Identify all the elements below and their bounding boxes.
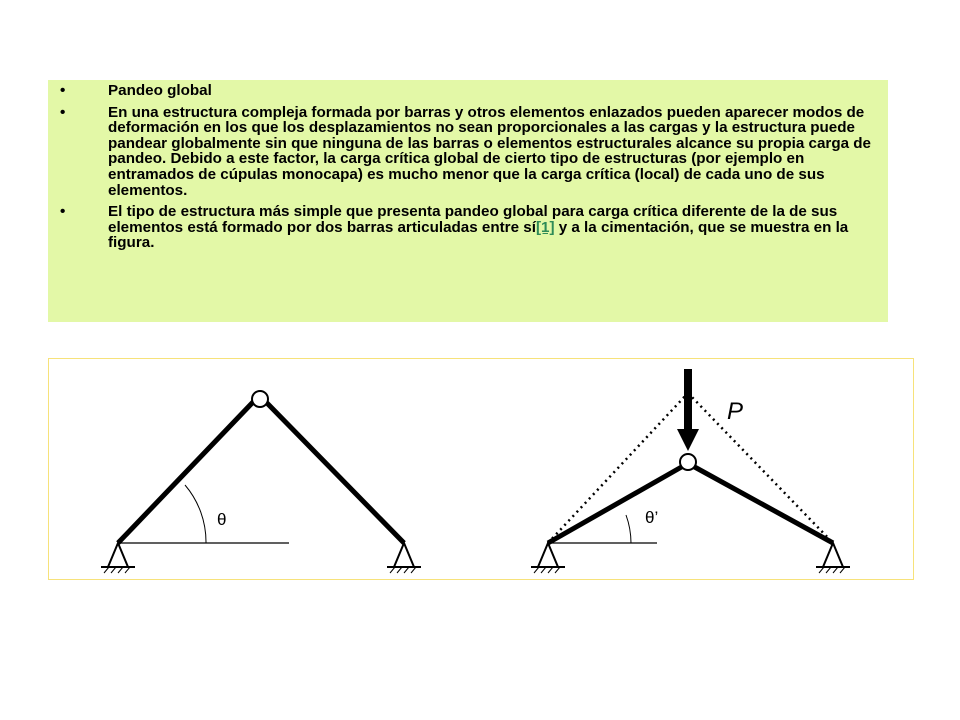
bar-left [118, 401, 254, 543]
figure-frame [48, 358, 914, 580]
bullet-glyph: • [60, 203, 66, 221]
bullet-item-heading [60, 83, 876, 99]
buckled-bar-left [548, 465, 685, 543]
bullet-list [60, 83, 876, 251]
reference-link[interactable]: [1] [535, 218, 555, 236]
bar-right [265, 401, 404, 543]
support-right [816, 543, 850, 573]
paragraph-text-after-link: y a la cimentación, que se muestra en la figura. [108, 218, 849, 252]
support-left [531, 543, 565, 573]
angle-arc [185, 485, 206, 543]
bullet-glyph: • [60, 82, 66, 99]
angle-label: θ [217, 510, 227, 529]
hinge-node [680, 454, 696, 470]
paragraph-text: En una estructura compleja formada por barras y otros elementos enlazados pueden aparecer modos de deformación en los que los desplazamientos no sean proporcionales a las cargas y la estructura puede pandear globalmente sin que ninguna de las barras o elementos estructurales alcance su propia carga de pandeo. Debido a este factor, la carga crítica global de cierto tipo de estructuras (por ejemplo en entramados de cúpulas monocapa) es mucho menor que la carga crítica (local) de cada uno de sus elementos. [108, 103, 871, 199]
angle-label: θ’ [645, 508, 659, 527]
structure-figure [49, 359, 914, 580]
paragraph-text-before-link: El tipo de estructura más simple que presenta pandeo global para carga crítica diferente de la de sus elementos está formado por dos barras articuladas entre sí [108, 203, 838, 236]
text-panel [48, 80, 888, 322]
angle-arc [626, 515, 631, 543]
bullet-glyph: • [60, 103, 66, 121]
bullet-item-paragraph [60, 204, 876, 251]
original-bar-right [688, 393, 833, 543]
load-arrow [677, 369, 699, 451]
support-left [101, 543, 135, 573]
bullet-item-paragraph [60, 105, 876, 199]
left-structure [101, 391, 421, 573]
load-label: P [727, 398, 744, 425]
heading-text: Pandeo global [108, 82, 212, 99]
hinge-node [252, 391, 268, 407]
support-right [387, 543, 421, 573]
right-structure [531, 369, 850, 573]
buckled-bar-right [691, 465, 833, 543]
original-bar-left [548, 393, 688, 543]
